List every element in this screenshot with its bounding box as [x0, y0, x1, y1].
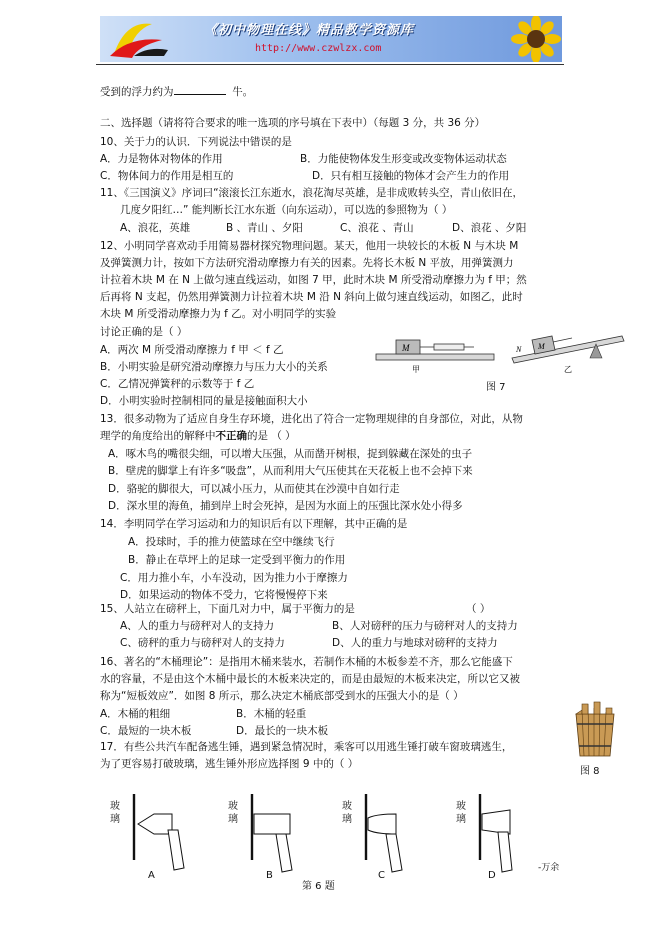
- q16-stem: 16、著名的“木桶理论”：是指用木桶来装水，若制作木桶的木板参差不齐，那么它能盛下: [100, 656, 513, 668]
- q16-option-b: B．木桶的轻重: [236, 708, 307, 720]
- q12-stem: 木块 M 所受滑动摩擦力为 f 乙。对小明同学的实验: [100, 308, 337, 320]
- q13-option-d: D．深水里的海鱼，捕到岸上时会死掉，是因为水面上的压强比深水处小得多: [108, 500, 463, 512]
- line-text: 的是 （ ）: [247, 430, 296, 442]
- corner-note: -万余: [538, 863, 560, 873]
- section-heading: 二、选择题（请将符合要求的唯一选项的序号填在下表中）（每题 3 分，共 36 分）: [100, 117, 486, 129]
- q15-option-b: B、人对磅秤的压力与磅秤对人的支持力: [332, 620, 518, 632]
- line-text: 受到的浮力约为: [100, 86, 174, 98]
- q14-option-c: C．用力推小车，小车没动，因为推力小于摩擦力: [120, 572, 348, 584]
- incline-string: [553, 338, 572, 342]
- q14-option-d: D．如果运动的物体不受力，它将慢慢停下来: [120, 589, 328, 601]
- q15-option-c: C、磅秤的重力与磅秤对人的支持力: [120, 637, 285, 649]
- q12-stem: 及弹簧测力计，按如下方法研究滑动摩擦力有关的因素。先将长木板 N 平放，用弹簧测力: [100, 257, 514, 269]
- hammer-c-label: C: [378, 870, 385, 881]
- q16-stem: 水的容量，不是由这个木桶中最长的木板来决定的，而是由最短的木板来决定，所以它又被: [100, 673, 520, 685]
- q14-option-b: B．静止在草坪上的足球一定受到平衡力的作用: [128, 554, 346, 566]
- line-text: 牛。: [232, 86, 254, 98]
- line-text: 理学的角度给出的解释中: [100, 430, 216, 442]
- figure-8-label: 图 8: [580, 766, 600, 777]
- fig7-yi-label: 乙: [564, 365, 572, 374]
- logo-icon: [104, 18, 174, 60]
- q10-option-d: D．只有相互接触的物体才会产生力的作用: [312, 170, 510, 182]
- q13-option-c: D．骆驼的脚很大，可以减小压力，从而使其在沙漠中自如行走: [108, 483, 400, 495]
- q10-option-b: B．力能使物体发生形变或改变物体运动状态: [300, 153, 507, 165]
- q16-stem: 称为“短板效应”．如图 8 所示，那么决定木桶底部受到水的压强大小的是（ ）: [100, 690, 464, 702]
- q12-option-c: C．乙情况弹簧秤的示数等于 f 乙: [100, 378, 255, 390]
- q12-option-d: D．小明实验时控制相同的量是接触面积大小: [100, 395, 308, 407]
- sunflower-icon: [510, 16, 562, 62]
- q13-stem-cont: [100, 430, 296, 443]
- q10-option-c: C．物体间力的作用是相互的: [100, 170, 234, 182]
- q10-option-a: A．力是物体对物体的作用: [100, 153, 223, 165]
- q12-stem: 12、小明同学喜欢动手用简易器材探究物理问题。某天，他用一块较长的木板 N 与木块 M: [100, 240, 519, 252]
- hammer-c-icon: [356, 792, 436, 882]
- fig7-n-label: N: [516, 345, 522, 354]
- q17-stem: 17．有些公共汽车配备逃生锤，遇到紧急情况时，乘客可以用逃生锤打破车窗玻璃逃生，: [100, 741, 513, 753]
- banner-title: 《初中物理在线》精品教学资源库: [204, 23, 415, 38]
- q12-stem: 讨论正确的是（ ）: [100, 326, 188, 338]
- q11-option-c: C、浪花 、青山: [340, 222, 414, 234]
- spring-scale: [434, 344, 464, 350]
- q13-stem: 13．很多动物为了适应自身生存环境，进化出了符合一定物理规律的自身部位，对此，从物: [100, 413, 523, 425]
- q15-answer-bracket: （ ）: [466, 603, 491, 615]
- q11-stem-cont: 几度夕阳红…” 能判断长江水东逝（向东运动），可以选的参照物为（ ）: [120, 204, 453, 216]
- q12-option-b: B．小明实验是研究滑动摩擦力与压力大小的关系: [100, 361, 328, 373]
- hammer-d-icon: [470, 792, 530, 882]
- q16-option-c: C．最短的一块木板: [100, 725, 192, 737]
- q11-option-d: D、浪花 、夕阳: [452, 222, 527, 234]
- q14-option-a: A．投球时，手的推力使篮球在空中继续飞行: [128, 536, 335, 548]
- figure-7-label: 图 7: [486, 382, 506, 393]
- block-m-label: M: [402, 343, 410, 353]
- bucket-icon: [568, 700, 622, 762]
- fig7-jia-label: 甲: [412, 365, 420, 374]
- q15-option-d: D、人的重力与地球对磅秤的支持力: [332, 637, 498, 649]
- glass-label: 玻璃: [456, 801, 466, 825]
- q11-option-a: A、浪花，英雄: [120, 222, 191, 234]
- q15-stem: 15、人站立在磅秤上，下面几对力中，属于平衡力的是: [100, 603, 355, 615]
- glass-label: 玻璃: [228, 801, 238, 825]
- q16-option-d: D．最长的一块木板: [236, 725, 329, 737]
- q15-option-a: A、人的重力与磅秤对人的支持力: [120, 620, 275, 632]
- block-m-incline-label: M: [538, 342, 545, 351]
- figure-9-caption: 第 6 题: [302, 881, 335, 892]
- q17-stem-cont: 为了更容易打破玻璃，逃生锤外形应选择图 9 中的（ ）: [100, 758, 359, 770]
- inclined-board: [512, 336, 624, 363]
- answer-blank: [174, 84, 226, 95]
- flat-board: [376, 354, 494, 360]
- glass-label: 玻璃: [342, 801, 352, 825]
- figure-9: [110, 792, 530, 894]
- q11-stem: 11、《三国演义》序词曰“滚滚长江东逝水，浪花淘尽英雄，是非成败转头空，青山依旧在，: [100, 187, 524, 199]
- q13-option-a: A．啄木鸟的嘴很尖细，可以增大压强，从而凿开树根，捉到躲藏在深处的虫子: [108, 448, 473, 460]
- q16-option-a: A．木桶的粗细: [100, 708, 171, 720]
- q12-stem: 后再将 N 支起，仍然用弹簧测力计拉着木块 M 沿 N 斜向上做匀速直线运动，如图乙，此时: [100, 291, 523, 303]
- hammer-a-icon: [124, 792, 204, 882]
- fill-blank-line: [100, 84, 253, 99]
- banner-url: http://www.czwlzx.com: [255, 43, 382, 54]
- hammer-a-label: A: [148, 870, 155, 881]
- hammer-d-label: D: [488, 870, 496, 881]
- q12-option-a: A．两次 M 所受滑动摩擦力 f 甲 ＜ f 乙: [100, 344, 284, 356]
- q12-stem: 计拉着木块 M 在 N 上做匀速直线运动，如图 7 甲，此时木块 M 所受滑动摩擦力为 f 甲；然: [100, 274, 527, 286]
- q13-option-b: B．壁虎的脚掌上有许多“吸盘”，从而利用大气压使其在天花板上也不会掉下来: [108, 465, 473, 477]
- q14-stem: 14．李明同学在学习运动和力的知识后有以下理解，其中正确的是: [100, 518, 408, 530]
- header-divider: [96, 64, 564, 65]
- hammer-b-label: B: [266, 870, 273, 881]
- q10-stem: 10、关于力的认识．下列说法中错误的是: [100, 136, 292, 148]
- q11-option-b: B 、青山 、夕阳: [226, 222, 303, 234]
- hammer-b-icon: [242, 792, 322, 882]
- emphasis-text: 不正确: [215, 430, 247, 442]
- glass-label: 玻璃: [110, 801, 120, 825]
